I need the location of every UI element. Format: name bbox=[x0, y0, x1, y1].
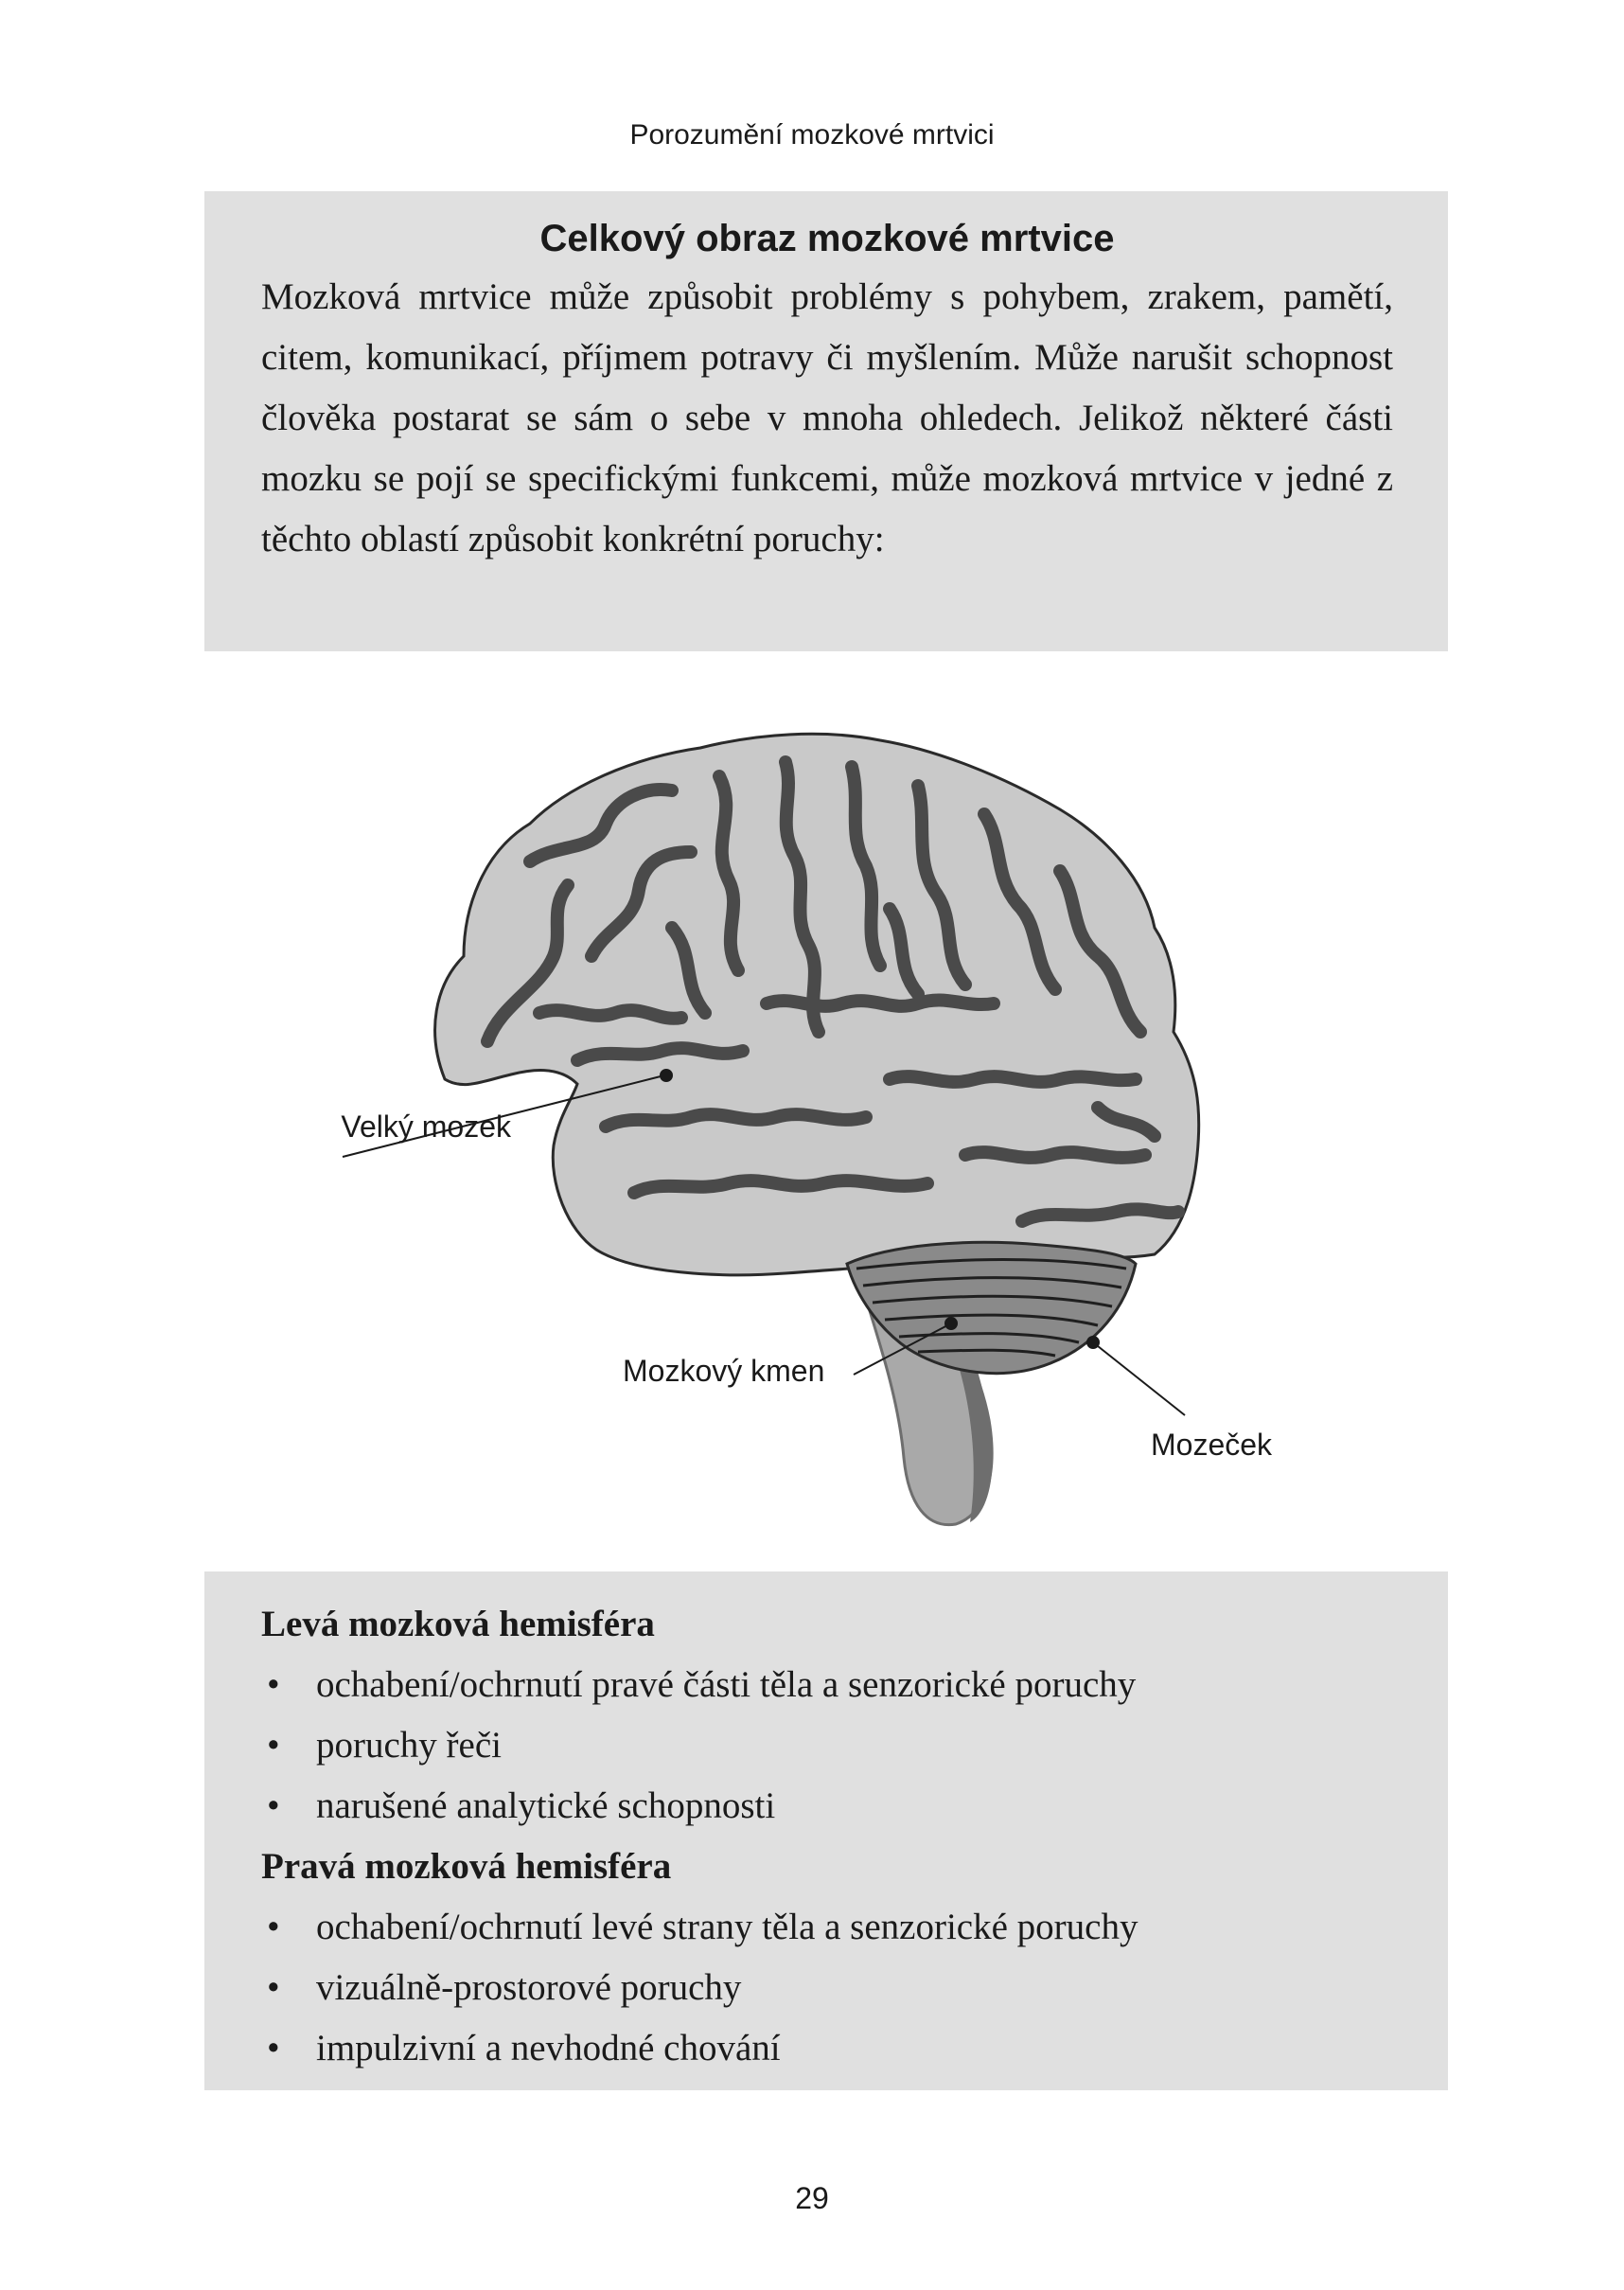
list-item-text: ochabení/ochrnutí levé strany těla a senzorické poruchy bbox=[316, 1907, 1139, 1947]
hemispheres-box bbox=[204, 1571, 1448, 2090]
list-item bbox=[261, 1715, 1393, 1776]
left-hemisphere-list bbox=[261, 1655, 1393, 1837]
label-cerebrum: Velký mozek bbox=[341, 1109, 511, 1144]
list-item bbox=[261, 1897, 1393, 1958]
right-hemisphere-title: Pravá mozková hemisféra bbox=[261, 1846, 672, 1887]
list-item-text: narušené analytické schopnosti bbox=[316, 1785, 776, 1826]
list-item bbox=[261, 1776, 1393, 1837]
overview-text: Mozková mrtvice může způsobit problémy s pohybem, zrakem, pamětí, citem, komunikací, příjmem potravy či myšlením. Může narušit schopnost člověka postarat se sám o sebe v mnoha ohledech. Jelikož některé části mozku se pojí se specifickými funkcemi, může mozková mrtvice v jedné z těchto oblastí způsobit konkrétní poruchy: bbox=[261, 276, 1393, 559]
list-item-text: impulzivní a nevhodné chování bbox=[316, 2028, 781, 2068]
brain-figure bbox=[322, 719, 1306, 1534]
list-item bbox=[261, 2018, 1393, 2079]
list-item bbox=[261, 1655, 1393, 1715]
label-cerebellum: Mozeček bbox=[1151, 1428, 1273, 1462]
bullet-icon: • bbox=[267, 1785, 280, 1826]
list-item-text: vizuálně-prostorové poruchy bbox=[316, 1967, 742, 2008]
left-hemisphere-title: Levá mozková hemisféra bbox=[261, 1604, 655, 1644]
label-brainstem: Mozkový kmen bbox=[623, 1354, 825, 1388]
overview-box bbox=[204, 191, 1448, 651]
list-item-text: ochabení/ochrnutí pravé části těla a senzorické poruchy bbox=[316, 1664, 1137, 1705]
bullet-icon: • bbox=[267, 1725, 280, 1766]
list-item bbox=[261, 1958, 1393, 2018]
page-number: 29 bbox=[795, 2181, 829, 2215]
bullet-icon: • bbox=[267, 2028, 280, 2068]
right-hemisphere-list bbox=[261, 1897, 1393, 2079]
bullet-icon: • bbox=[267, 1967, 280, 2008]
bullet-icon: • bbox=[267, 1664, 280, 1705]
running-head: Porozumění mozkové mrtvici bbox=[629, 119, 995, 151]
list-item-text: poruchy řeči bbox=[316, 1725, 502, 1766]
overview-title: Celkový obraz mozkové mrtvice bbox=[539, 218, 1115, 259]
bullet-icon: • bbox=[267, 1907, 280, 1947]
